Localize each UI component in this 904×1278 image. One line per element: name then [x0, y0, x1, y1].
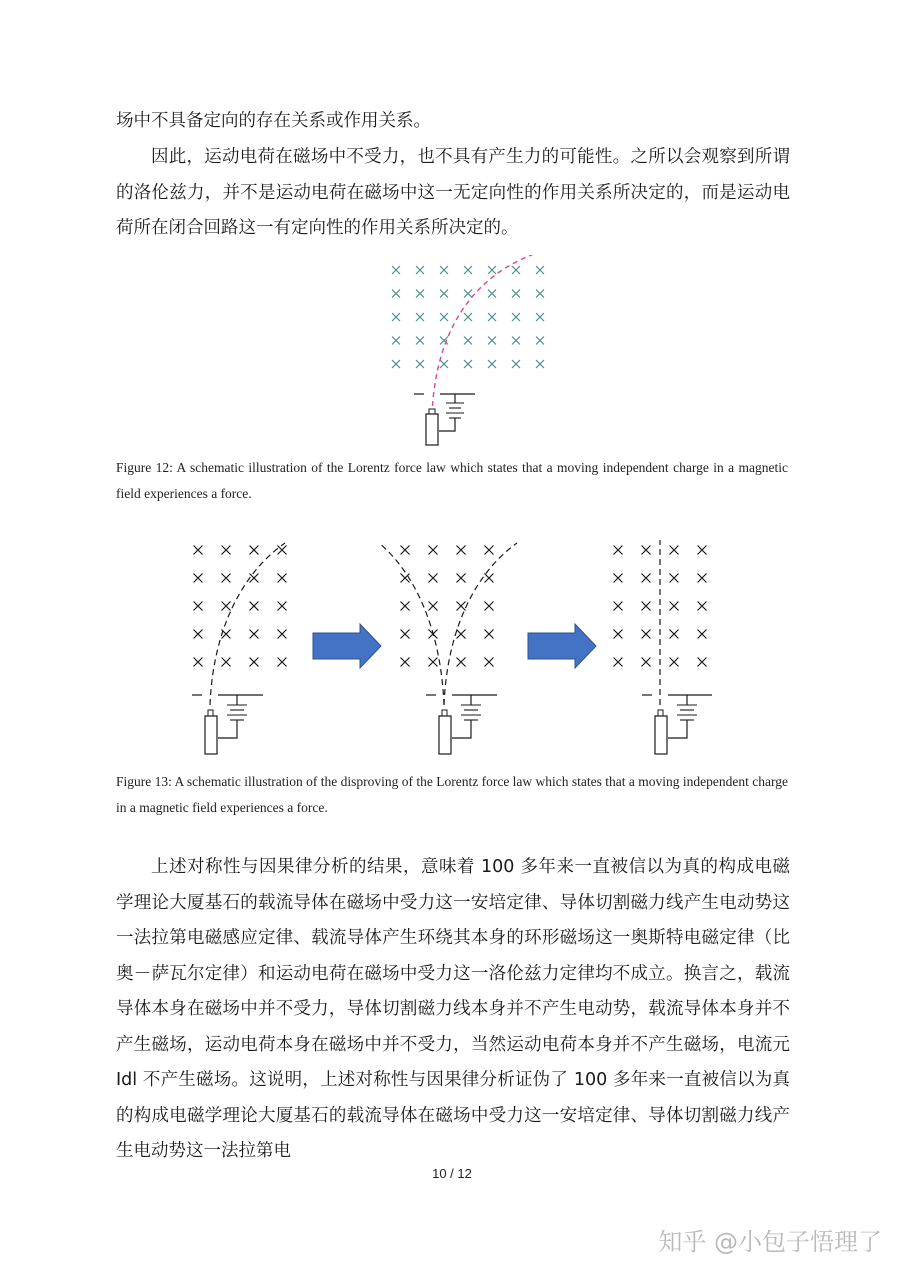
charge-source-circuit	[426, 695, 497, 754]
field-cross-mark	[429, 602, 438, 611]
field-cross-mark	[440, 313, 448, 321]
field-cross-mark	[512, 266, 520, 274]
field-cross-mark	[488, 290, 496, 298]
field-cross-mark	[536, 360, 544, 368]
field-cross-mark	[250, 658, 259, 667]
field-cross-mark	[536, 266, 544, 274]
transition-arrow-1	[313, 624, 381, 668]
field-cross-mark	[222, 574, 231, 583]
field-cross-mark	[464, 313, 472, 321]
field-cross-mark	[392, 337, 400, 345]
field-cross-mark	[670, 574, 679, 583]
field-cross-mark	[401, 546, 410, 555]
field-cross-mark	[670, 658, 679, 667]
field-cross-mark	[278, 630, 287, 639]
field-cross-mark	[642, 602, 651, 611]
paragraph-1: 场中不具备定向的存在关系或作用关系。	[116, 111, 431, 131]
magnetic-field-crosses	[194, 546, 287, 667]
field-cross-mark	[614, 574, 623, 583]
field-cross-mark	[485, 546, 494, 555]
panel-2	[379, 543, 517, 754]
field-cross-mark	[614, 546, 623, 555]
field-cross-mark	[512, 313, 520, 321]
field-cross-mark	[416, 266, 424, 274]
field-cross-mark	[457, 574, 466, 583]
field-cross-mark	[222, 658, 231, 667]
field-cross-mark	[512, 337, 520, 345]
field-cross-mark	[416, 360, 424, 368]
field-cross-mark	[250, 574, 259, 583]
field-cross-mark	[440, 360, 448, 368]
charge-source-circuit	[192, 695, 263, 754]
field-cross-mark	[278, 658, 287, 667]
field-cross-mark	[392, 313, 400, 321]
field-cross-mark	[614, 602, 623, 611]
field-cross-mark	[278, 546, 287, 555]
field-cross-mark	[194, 574, 203, 583]
field-cross-mark	[512, 360, 520, 368]
field-cross-mark	[250, 546, 259, 555]
field-cross-mark	[642, 546, 651, 555]
field-cross-mark	[670, 630, 679, 639]
field-cross-mark	[457, 630, 466, 639]
field-cross-mark	[488, 337, 496, 345]
figure-13-caption: Figure 13: A schematic illustration of the disproving of the Lorentz force law which states that a moving independent charge in a magnetic field experiences a force.	[116, 774, 788, 815]
field-cross-mark	[512, 290, 520, 298]
field-cross-mark	[642, 574, 651, 583]
field-cross-mark	[401, 658, 410, 667]
magnetic-field-crosses	[401, 546, 494, 667]
field-cross-mark	[194, 546, 203, 555]
charge-source-circuit	[642, 695, 712, 754]
field-cross-mark	[464, 290, 472, 298]
field-cross-mark	[416, 290, 424, 298]
field-cross-mark	[250, 630, 259, 639]
field-cross-mark	[416, 337, 424, 345]
charge-trajectory	[432, 255, 540, 415]
field-cross-mark	[392, 290, 400, 298]
field-cross-mark	[416, 313, 424, 321]
field-cross-mark	[429, 574, 438, 583]
field-cross-mark	[429, 658, 438, 667]
field-cross-mark	[485, 602, 494, 611]
paragraph-2: 因此，运动电荷在磁场中不受力，也不具有产生力的可能性。之所以会观察到所谓的洛伦兹力，并不是运动电荷在磁场中这一无定向性的作用关系所决定的，而是运动电荷所在闭合回路这一有定向性的作用关系所决定的。	[116, 147, 790, 238]
field-cross-mark	[401, 602, 410, 611]
field-cross-mark	[614, 630, 623, 639]
field-cross-mark	[457, 602, 466, 611]
field-cross-mark	[194, 658, 203, 667]
panel-1	[192, 543, 287, 754]
field-cross-mark	[485, 630, 494, 639]
field-cross-mark	[698, 546, 707, 555]
page-number: 10 / 12	[432, 1166, 472, 1181]
field-cross-mark	[194, 602, 203, 611]
field-cross-mark	[485, 574, 494, 583]
figure-12-caption: Figure 12: A schematic illustration of the Lorentz force law which states that a moving independent charge in a magnetic field experiences a force.	[116, 460, 788, 501]
field-cross-mark	[464, 360, 472, 368]
field-cross-mark	[488, 313, 496, 321]
field-cross-mark	[642, 658, 651, 667]
deflected-trajectory-right	[444, 543, 517, 705]
field-cross-mark	[222, 602, 231, 611]
field-cross-mark	[401, 630, 410, 639]
field-cross-mark	[670, 602, 679, 611]
panel-3	[614, 540, 713, 754]
field-cross-mark	[698, 602, 707, 611]
field-cross-mark	[485, 658, 494, 667]
field-cross-mark	[429, 546, 438, 555]
field-cross-mark	[670, 546, 679, 555]
field-cross-mark	[536, 337, 544, 345]
field-cross-mark	[488, 360, 496, 368]
field-cross-mark	[278, 574, 287, 583]
field-cross-mark	[222, 546, 231, 555]
charge-source-nozzle	[429, 409, 435, 414]
field-cross-mark	[698, 658, 707, 667]
field-cross-mark	[488, 266, 496, 274]
field-cross-mark	[536, 290, 544, 298]
field-cross-mark	[392, 266, 400, 274]
figure-13-diagram	[180, 535, 740, 765]
field-cross-mark	[698, 574, 707, 583]
paragraph-3: 上述对称性与因果律分析的结果，意味着 100 多年来一直被信以为真的构成电磁学理论大厦基石的载流导体在磁场中受力这一安培定律、导体切割磁力线产生电动势这一法拉第电磁感应定律、载流导体产生环绕其本身的环形磁场这一奥斯特电磁定律（比奥－萨瓦尔定律）和运动电荷在磁场中受力这一洛伦兹力定律均不成立。换言之，载流导体本身在磁场中并不受力，导体切割磁力线本身并不产生电动势，载流导体本身并不产生磁场，运动电荷本身在磁场中并不受力，当然运动电荷本身并不产生磁场，电流元 Idl 不产生磁场。这说明，上述对称性与因果律分析证伪了 100 多年来一直被信以为真的构成电磁学理论大厦基石的载流导体在磁场中受力这一安培定律、导体切割磁力线产生电动势这一法拉第电	[116, 857, 790, 1161]
circuit-return-wire	[439, 418, 455, 431]
field-cross-mark	[278, 602, 287, 611]
field-cross-mark	[464, 337, 472, 345]
watermark: 知乎 @小包子悟理了	[658, 1228, 882, 1256]
field-cross-mark	[440, 290, 448, 298]
field-cross-mark	[457, 546, 466, 555]
figure-12-diagram	[380, 255, 570, 450]
magnetic-field-crosses	[392, 266, 544, 368]
field-cross-mark	[698, 630, 707, 639]
deflected-trajectory-left	[379, 543, 444, 705]
field-cross-mark	[464, 266, 472, 274]
field-cross-mark	[614, 658, 623, 667]
field-cross-mark	[194, 630, 203, 639]
field-cross-mark	[536, 313, 544, 321]
field-cross-mark	[642, 630, 651, 639]
field-cross-mark	[440, 266, 448, 274]
field-cross-mark	[457, 658, 466, 667]
field-cross-mark	[401, 574, 410, 583]
transition-arrow-2	[528, 624, 596, 668]
field-cross-mark	[250, 602, 259, 611]
charge-source	[426, 414, 438, 445]
deflected-trajectory	[210, 543, 285, 705]
field-cross-mark	[392, 360, 400, 368]
